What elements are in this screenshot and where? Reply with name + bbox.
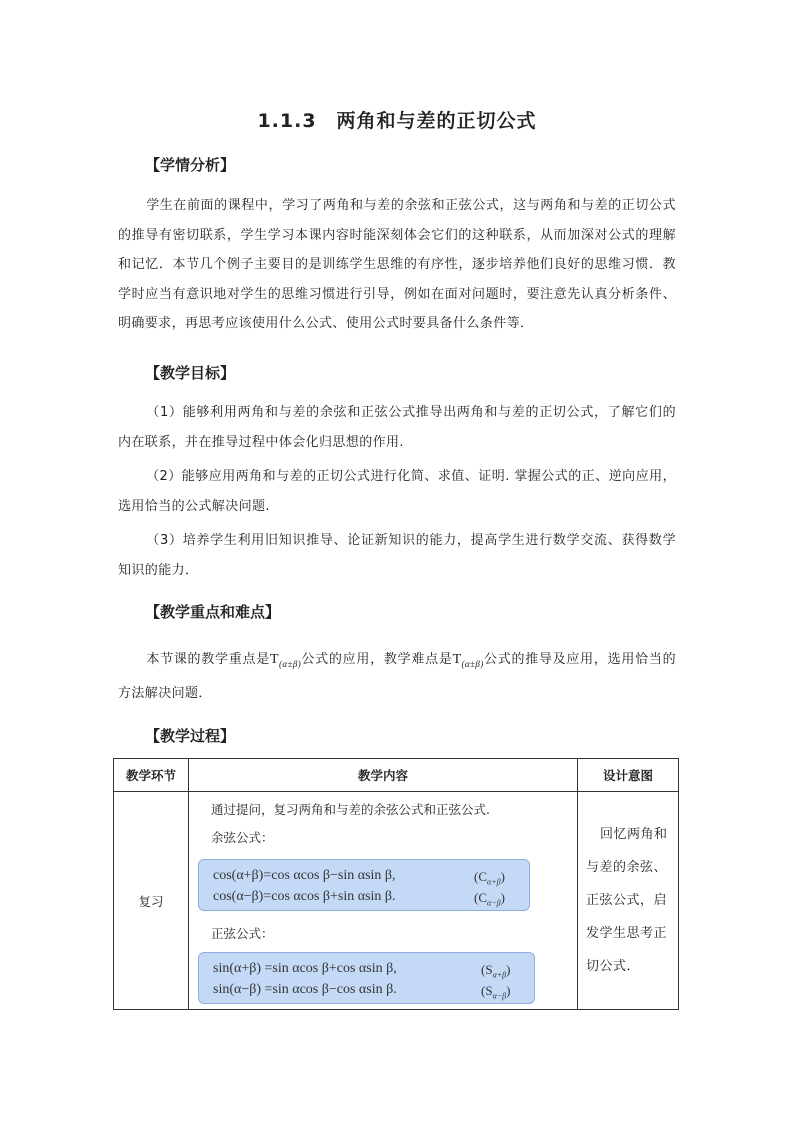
cos-sum-formula: cos(α+β)=cos αcos β−sin αsin β, (213, 868, 396, 883)
design-intent-text: 回忆两角和与差的余弦、正弦公式，启发学生思考正切公式． (586, 827, 668, 974)
goal-item-2-text: （2）能够应用两角和与差的正切公式进行化简、求值、证明. 掌握公式的正、逆向应用，选用恰当的公式解决问题. (118, 469, 676, 514)
sin-sum-formula: sin(α+β) =sin αcos β+cos αsin β, (213, 961, 397, 976)
key-points-paragraph (118, 645, 676, 709)
sin-diff-tag: $(S_{\alpha-\beta})$ (481, 983, 511, 1001)
sin-formula-label: 正弦公式： (211, 926, 274, 941)
key-points-text-a: 本节课的教学重点是 (146, 652, 270, 667)
key-points-text-c: 公式的推导及应用，选用恰当的方法解决问题． (118, 652, 676, 702)
symbol-t-1: $T_{(\alpha\pm\beta)}$ (270, 652, 302, 669)
process-table (113, 758, 679, 1010)
goal-item-2 (118, 462, 676, 521)
cos-diff-tag: $(C_{\alpha-\beta})$ (474, 890, 505, 908)
table-header-row (114, 759, 679, 792)
page-title: 1.1.3 两角和与差的正切公式 (257, 110, 537, 132)
goal-item-3 (118, 526, 676, 585)
key-points-heading: 【教学重点和难点】 (145, 603, 281, 621)
design-cell (578, 792, 679, 1010)
cos-formula-label: 余弦公式： (211, 830, 274, 845)
key-points-text-b: 公式的应用，教学难点是 (301, 652, 453, 667)
review-intro: 通过提问，复习两角和与差的余弦公式和正弦公式. (211, 802, 490, 817)
header-design: 设计意图 (578, 759, 679, 792)
cos-diff-formula: cos(α−β)=cos αcos β+sin αsin β. (213, 889, 396, 904)
cos-sum-tag: $(C_{\alpha+\beta})$ (474, 869, 505, 887)
sin-sum-tag: $(S_{\alpha+\beta})$ (481, 962, 511, 980)
analysis-paragraph (118, 191, 676, 339)
analysis-heading: 【学情分析】 (145, 156, 236, 174)
table-row (114, 792, 679, 1010)
symbol-t-2: $T_{(\alpha\pm\beta)}$ (452, 652, 484, 669)
sin-diff-formula: sin(α−β) =sin αcos β−cos αsin β. (213, 982, 397, 997)
sin-formula-box (198, 952, 535, 1004)
goal-item-1-text: （1）能够利用两角和与差的余弦和正弦公式推导出两角和与差的正切公式，了解它们的内在联系，并在推导过程中体会化归思想的作用. (118, 405, 676, 450)
header-stage: 教学环节 (114, 759, 189, 792)
content-cell (189, 792, 578, 1010)
stage-cell: 复习 (114, 792, 189, 1010)
design-intent-paragraph (578, 818, 678, 983)
header-content: 教学内容 (189, 759, 578, 792)
goal-item-3-text: （3）培养学生利用旧知识推导、论证新知识的能力，提高学生进行数学交流、获得数学知识的能力． (118, 533, 676, 578)
cos-formula-box (198, 859, 530, 911)
analysis-text: 学生在前面的课程中，学习了两角和与差的余弦和正弦公式，这与两角和与差的正切公式的推导有密切联系，学生学习本课内容时能深刻体会它们的这种联系，从而加深对公式的理解和记忆．本节几个例子主要目的是训练学生思维的有序性，逐步培养他们良好的思维习惯．教学时应当有意识地对学生的思维习惯进行引导，例如在面对问题时，要注意先认真分析条件、明确要求，再思考应该使用什么公式、使用公式时要具备什么条件等． (118, 198, 676, 331)
goal-item-1 (118, 398, 676, 457)
goals-heading: 【教学目标】 (145, 364, 236, 382)
process-heading: 【教学过程】 (145, 727, 236, 745)
